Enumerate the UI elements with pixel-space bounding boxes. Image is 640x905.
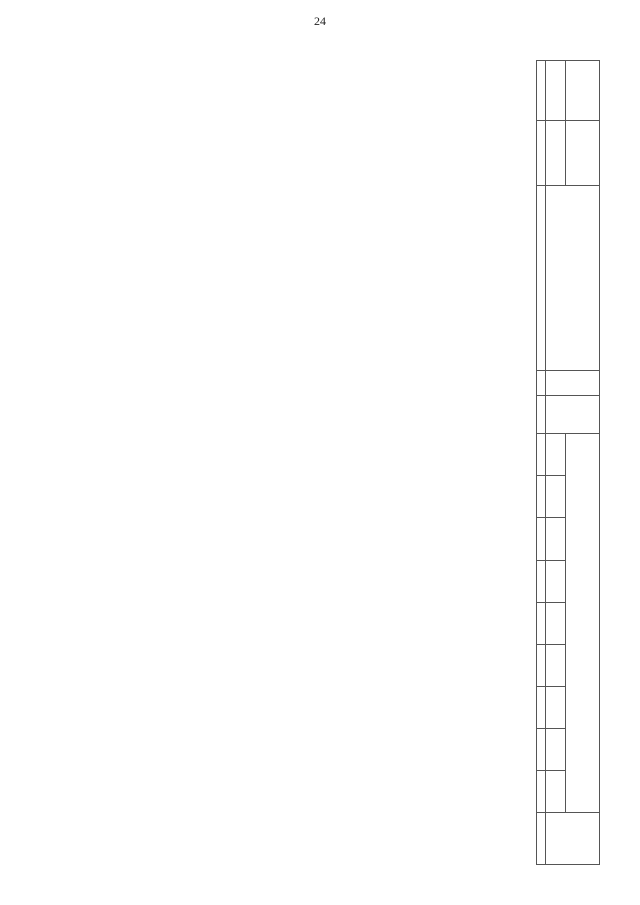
header-code-sub-1: [546, 61, 566, 121]
header-years: [566, 434, 600, 812]
year-column-header: [546, 560, 566, 602]
column-index: [537, 602, 546, 644]
column-index: [537, 644, 546, 686]
header-main: [546, 186, 600, 371]
page-number: 24: [314, 14, 326, 28]
column-index: [537, 560, 546, 602]
year-column-header: [546, 686, 566, 728]
year-column-header: [546, 518, 566, 560]
column-index: [537, 396, 546, 434]
year-column-header-extra: [546, 770, 566, 812]
header-code-2: [566, 121, 600, 186]
column-index: [537, 121, 546, 186]
column-index: [537, 812, 546, 864]
header-finance: [546, 396, 600, 434]
year-column-header: [546, 644, 566, 686]
column-index: [537, 434, 546, 476]
header-code-1: [566, 61, 600, 121]
header-code-sub-2: [546, 121, 566, 186]
program-table: [88, 60, 600, 865]
header-target: [546, 812, 600, 864]
rotated-table-container: [88, 60, 600, 865]
year-column-header: [546, 434, 566, 476]
table-body: [89, 61, 537, 865]
year-column-header: [546, 602, 566, 644]
document-sheet: [88, 60, 600, 865]
column-index: [537, 186, 546, 371]
header-unit: [546, 371, 600, 396]
column-index: [537, 476, 546, 518]
year-column-header: [546, 728, 566, 770]
column-index: [537, 770, 546, 812]
year-column-header: [546, 476, 566, 518]
column-index: [537, 61, 546, 121]
column-index: [537, 686, 546, 728]
column-index: [537, 371, 546, 396]
column-index: [537, 728, 546, 770]
column-index: [537, 518, 546, 560]
